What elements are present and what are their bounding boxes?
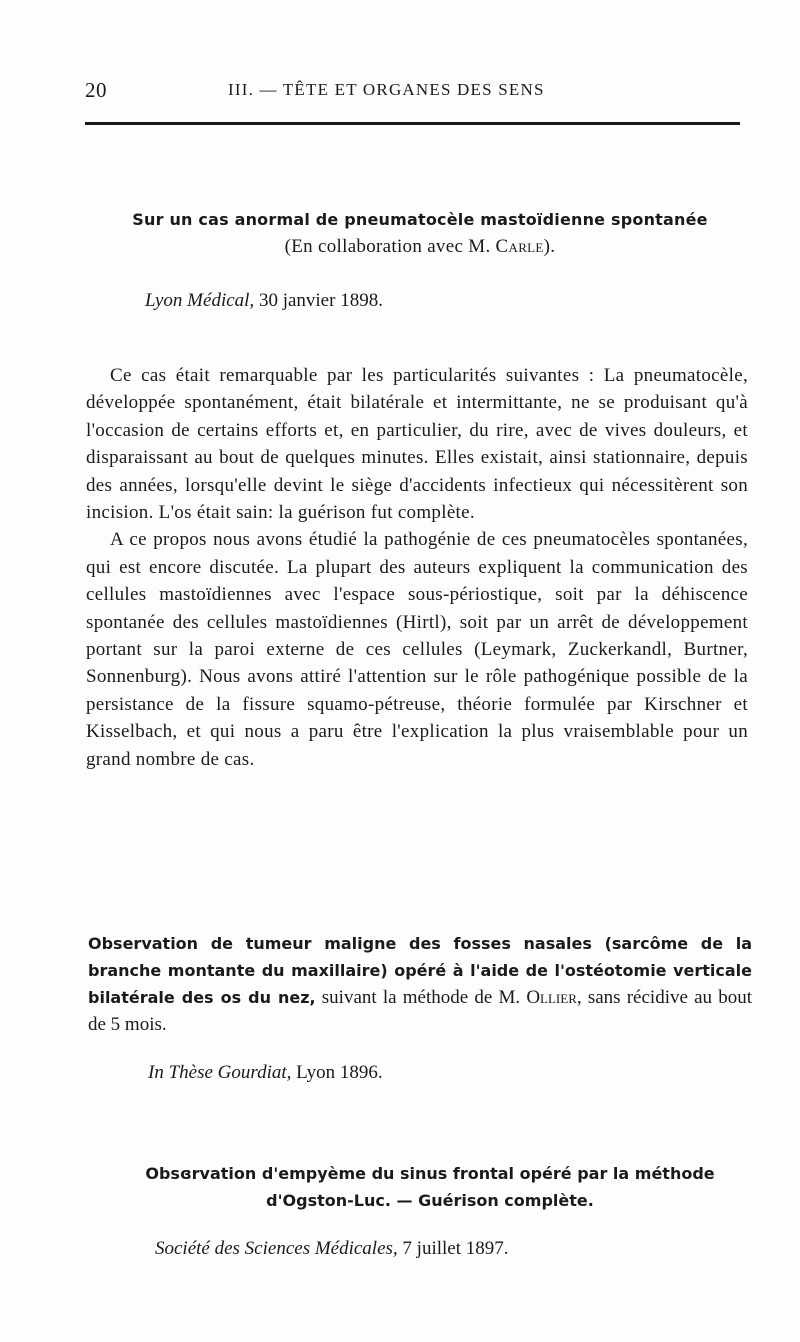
article2-date: Lyon 1896. [291,1062,383,1083]
running-title: III. — TÊTE ET ORGANES DES SENS [228,80,545,99]
article2-source [148,1062,383,1084]
running-header [85,78,740,110]
article1-date: 30 janvier 1898. [254,290,383,311]
article1-paragraph-2: A ce propos nous avons étudié la pathogénie de ces pneumatocèles spontanées, qui est encore discutée. La plupart des auteurs expliquent la communication des cellules mastoïdiennes avec l'espace sous-périostique, soit par la déhiscence spontanée des cellules mastoïdiennes (Hirtl), soit par un arrêt de développement portant sur la paroi externe de ces cellules (Leymark, Zuckerkandl, Burtner, Sonnenburg). Nous avons attiré l'attention sur le rôle pathogénique possible de la persistance de la fissure squamo-pétreuse, théorie formulée par Kirschner et Kisselbach, et qui nous a paru être l'explication la plus vraisemblable pour un grand nombre de cas. [86,529,748,770]
article2-title-rest-prefix: suivant la méthode de M. [315,987,527,1008]
article2-title-bold: Observation de tumeur maligne des fosses nasales (sarcôme de la branche montante du maxillaire) opéré à l'aide de l'ostéotomie verticale bilatérale des os du nez, [88,934,752,1007]
article1-source [145,290,383,312]
article2-journal: In Thèse Gourdiat, [148,1062,292,1083]
article2-title [88,930,752,1038]
article2-title-rest-name: Ollier [526,987,577,1008]
article1-body [86,362,748,773]
page-number: 20 [85,78,107,102]
article3-journal: Société des Sciences Médicales, [155,1238,398,1259]
article1-title: Sur un cas anormal de pneumatocèle mastoïdienne spontanée [132,210,708,229]
article3-title [120,1160,740,1214]
article3-title-line-2: d'Ogston-Luc. — Guérison complète. [266,1191,594,1210]
article3-source [155,1238,509,1260]
article1-collaboration [120,236,720,258]
collab-name: Carle [495,236,544,257]
article2-title-rest-suffix: , sans récidive au bout de 5 mois. [88,987,752,1035]
article3-title-line-1: Obsɞrvation d'empyème du sinus frontal opéré par la méthode [145,1164,715,1183]
collab-suffix: ). [543,236,556,257]
article1-journal: Lyon Médical, [145,290,255,311]
header-rule [85,122,740,125]
collab-prefix: (En collaboration avec M. [284,236,496,257]
article3-date: 7 juillet 1897. [397,1238,509,1259]
article1-paragraph-1: Ce cas était remarquable par les particularités suivantes : La pneumatocèle, développée spontanément, était bilatérale et intermittante, ne se produisant qu'à l'occasion de certains efforts et, en particulier, du rire, avec de vives douleurs, et disparaissant au bout de quelques minutes. Elles existait, ainsi stationnaire, depuis des années, lorsqu'elle devint le siège d'accidents infectieux qui nécessitèrent son incision. L'os était sain: la guérison fut complète. [86,365,748,524]
